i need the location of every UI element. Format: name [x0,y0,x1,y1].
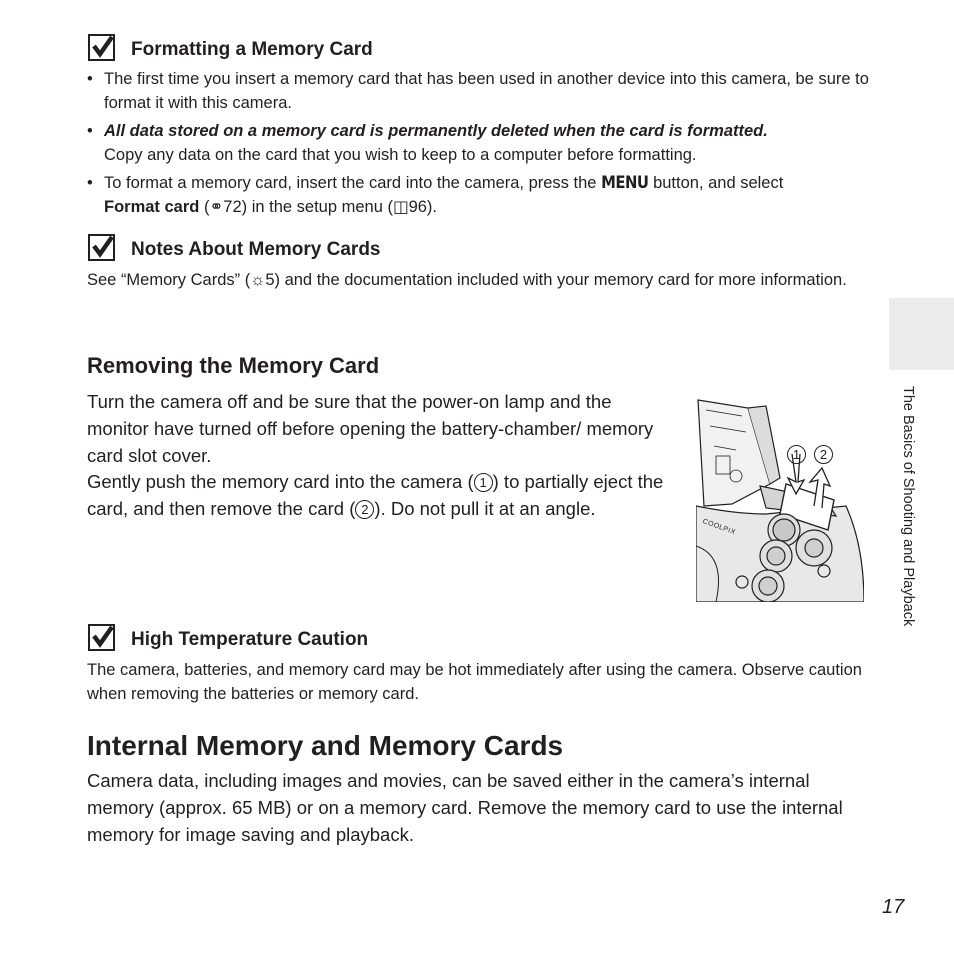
list-item [87,171,877,219]
illustration-step-2: 2 [814,445,833,464]
reference-section-icon: ⚭ [209,198,224,216]
note-title-high-temp: High Temperature Caution [131,629,369,650]
bullet-text-pre: To format a memory card, insert the card into the camera, press the [104,174,597,192]
bullet-text [104,119,874,167]
tip-sun-icon: ☼ [250,271,266,289]
note-text-about [87,268,867,292]
section-heading-removing: Removing the Memory Card [87,353,380,378]
para-text: ). Do not pull it at an angle. [374,498,596,519]
list-item [87,67,877,115]
bullet-text: The first time you insert a memory card that has been used in another device into this camera, be sure to format it with this camera. [104,70,869,112]
page-number: 17 [882,896,905,918]
illustration-step-1: 1 [787,445,806,464]
note-text-pre: See “Memory Cards” ( [87,271,251,289]
removing-paragraph-2 [87,468,667,522]
bullet-dot: • [87,122,93,140]
check-note-icon [88,34,115,61]
ref-text: 72) in the setup menu ( [223,198,393,216]
note-title-about: Notes About Memory Cards [131,239,381,260]
camera-illustration [696,396,864,602]
section-tab [889,298,954,370]
section-heading-internal: Internal Memory and Memory Cards [87,730,564,761]
book-page-icon: ◫ [392,198,409,216]
removing-paragraph-1: Turn the camera off and be sure that the power-on lamp and the monitor have turned off before opening the battery-chamber/ memory card slot cover. [87,391,654,466]
list-item [87,119,877,167]
camera-drawing [696,396,864,602]
ref-text: 96). [408,198,437,216]
bullet-text-mid: button, and select [653,174,784,192]
para-text: Gently push the memory card into the camera ( [87,471,474,492]
bullet-dot: • [87,174,93,192]
section-label-text: The Basics of Shooting and Playback [900,386,916,627]
check-note-icon [88,624,115,651]
warning-text: All data stored on a memory card is permanently deleted when the card is formatted. [104,122,768,140]
step-number-1: 1 [474,473,493,492]
section-label [898,386,918,686]
internal-paragraph: Camera data, including images and movies, can be saved either in the camera’s internal memory (approx. 65 MB) or on a memory card. Remove the memory card to use the internal memory for image saving and playback. [87,770,843,845]
step-number-2: 2 [355,500,374,519]
note-title-formatting: Formatting a Memory Card [131,39,373,60]
bullet-text [104,171,874,219]
bullet-dot: • [87,70,93,88]
camera-brand-text: COOLPIX [701,518,737,537]
check-note-icon [88,234,115,261]
bullet-text-rest: Copy any data on the card that you wish to keep to a computer before formatting. [104,146,697,164]
format-card-label: Format card [104,198,200,216]
ref-paren: ( [203,198,210,216]
note-text-high-temp: The camera, batteries, and memory card may be hot immediately after using the camera. Observe caution when removing the batteries or memory card. [87,661,862,703]
note-text-post: 5) and the documentation included with your memory card for more information. [265,271,847,289]
menu-button-symbol: MENU [601,173,649,192]
para-text: ) to partially eject the card, and then remove the card ( [87,471,664,519]
